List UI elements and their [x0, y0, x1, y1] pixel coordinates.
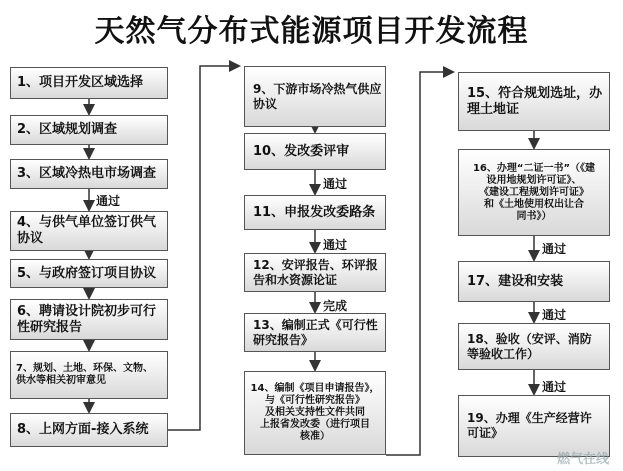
step-7-text: 7、规划、土地、环保、文物、 供水等相关初审意见 — [16, 363, 153, 386]
connector-label-pass: 通过 — [542, 242, 567, 256]
connector-label-pass: 通过 — [96, 194, 121, 208]
step-8 — [10, 413, 168, 447]
connector-label-pass: 通过 — [542, 380, 567, 394]
step-15-text: 15、符合规划选址，办 理土地证 — [467, 85, 603, 117]
step-17 — [458, 261, 610, 302]
step-10-text: 10、发改委评审 — [253, 143, 350, 159]
step-4-text: 4、与供气单位签订供气 协议 — [17, 215, 157, 246]
step-1-text: 1、项目开发区域选择 — [17, 75, 144, 90]
connector-label-pass: 通过 — [323, 238, 348, 252]
step-16-text: 16、办理“二证一书”（《建 设用地规划许可证》、 《建设工程规划许可证》 和《土地使用权出让合 同书》） — [472, 162, 596, 222]
step-11-text: 11、申报发改委路条 — [253, 204, 376, 220]
step-17-text: 17、建设和安装 — [467, 273, 564, 289]
step-12 — [244, 253, 386, 292]
step-3 — [10, 159, 168, 189]
step-16 — [458, 149, 610, 236]
step-14-text: 14、编制《项目申请报告》， 与《可行性研究报告》 及相关支持性文件共同 上报省发改委（进行项目 核准） — [250, 383, 380, 442]
step-11 — [244, 195, 386, 230]
step-8-text: 8、上网方面-接入系统 — [17, 422, 149, 437]
step-2-text: 2、区域规划调查 — [17, 122, 118, 137]
connector-label-pass: 通过 — [323, 177, 348, 191]
watermark: 燃气在线 — [556, 452, 609, 467]
step-6-text: 6、聘请设计院初步可行 性研究报告 — [17, 303, 157, 335]
step-18-text: 18、验收（安评、消防 等验收工作） — [467, 331, 592, 361]
step-18 — [458, 323, 610, 370]
step-3-text: 3、区域冷热电市场调查 — [17, 166, 157, 181]
step-4 — [10, 211, 168, 251]
step-6 — [10, 299, 168, 340]
step-5-text: 5、与政府签订项目协议 — [17, 265, 157, 281]
connector-label-done: 完成 — [323, 299, 348, 313]
step-14 — [244, 371, 386, 455]
step-2 — [10, 115, 168, 145]
step-13 — [244, 313, 386, 352]
step-13-text: 13、编制正式《可行性 研究报告》 — [253, 317, 378, 347]
page-title: 天然气分布式能源项目开发流程 — [94, 14, 529, 49]
step-1 — [10, 67, 168, 99]
step-9-text: 9、下游市场冷热气供应 协议 — [253, 81, 382, 111]
step-5 — [10, 259, 168, 288]
step-19-text: 19、办理《生产经营许 可证》 — [467, 411, 592, 440]
connector-label-pass: 通过 — [542, 308, 567, 322]
step-9 — [244, 66, 386, 127]
step-15 — [458, 72, 610, 131]
step-10 — [244, 133, 386, 170]
step-12-text: 12、安评报告、环评报 告和水资源论证 — [253, 257, 378, 287]
step-7 — [10, 351, 168, 399]
